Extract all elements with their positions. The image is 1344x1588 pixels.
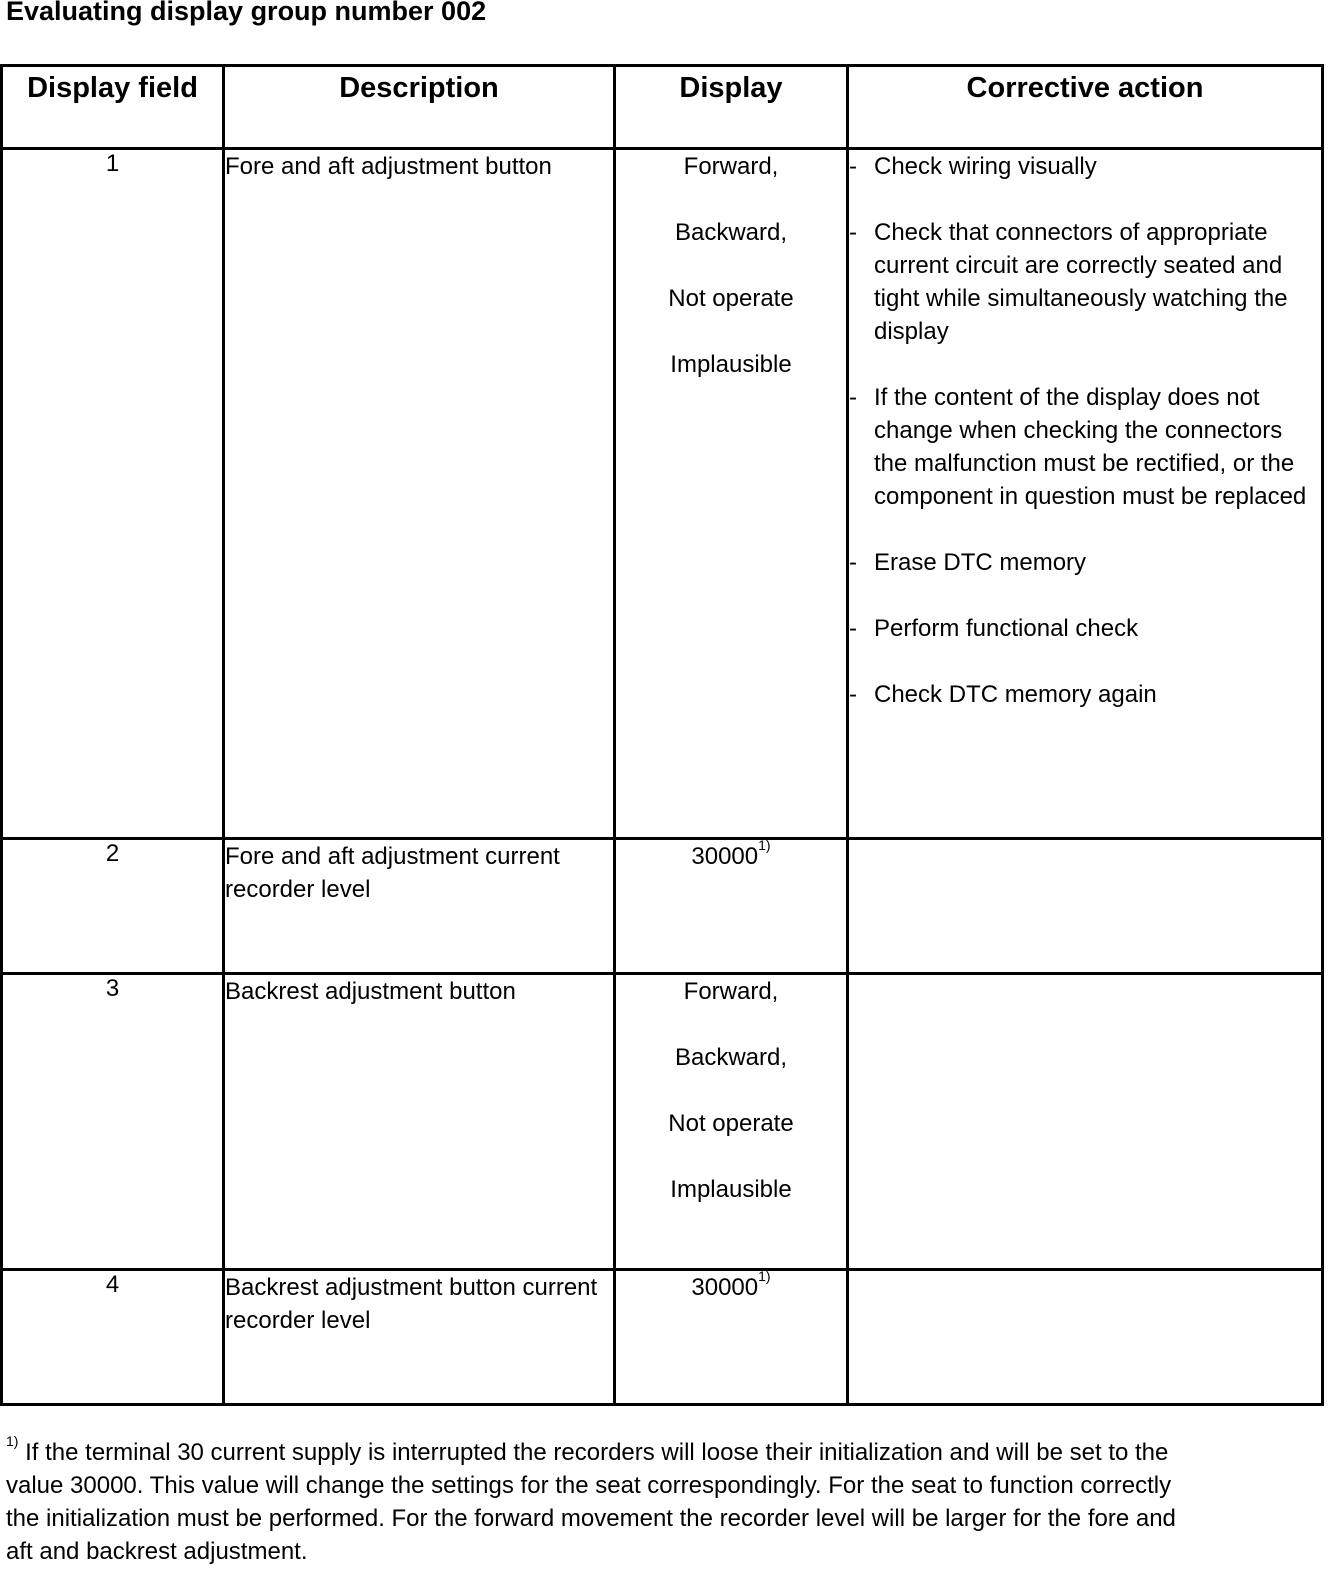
corrective-action-cell bbox=[848, 974, 1323, 1270]
page-title: Evaluating display group number 002 bbox=[6, 0, 487, 26]
display-field-cell: 4 bbox=[2, 1270, 224, 1405]
display-value: 30000 bbox=[691, 1274, 759, 1301]
display-field-cell: 1 bbox=[2, 149, 224, 839]
dash-bullet: - bbox=[849, 219, 857, 246]
action-text: Perform functional check bbox=[874, 615, 1139, 642]
dash-bullet: - bbox=[849, 549, 857, 576]
display-cell bbox=[615, 1270, 848, 1405]
display-value: Implausible bbox=[670, 351, 792, 378]
display-value: Backward, bbox=[674, 219, 788, 246]
dash-bullet: - bbox=[849, 153, 857, 180]
table-row bbox=[2, 1270, 1323, 1405]
corrective-action-cell bbox=[848, 839, 1323, 974]
footnote-marker: 1) bbox=[758, 1268, 771, 1284]
action-item bbox=[849, 546, 1321, 579]
table-row bbox=[2, 974, 1323, 1270]
action-text: Check wiring visually bbox=[874, 153, 1097, 180]
display-value: Not operate bbox=[668, 1110, 794, 1137]
display-value: Backward, bbox=[674, 1044, 788, 1071]
action-item bbox=[849, 678, 1321, 711]
header-corrective-action: Corrective action bbox=[848, 66, 1323, 149]
table-header-row bbox=[2, 66, 1323, 149]
action-item bbox=[849, 216, 1321, 348]
footnote-text: If the terminal 30 current supply is interrupted the recorders will loose their initialization and will be set to the value 30000. This value will change the settings for the seat correspondingly. For the seat to function correctly the initialization must be performed. For the forward movement the recorder level will be larger for the fore and aft and backrest adjustment. bbox=[6, 1439, 1176, 1565]
description-cell: Backrest adjustment button current recorder level bbox=[224, 1270, 615, 1405]
action-item bbox=[849, 612, 1321, 645]
description-cell: Backrest adjustment button bbox=[224, 974, 615, 1270]
footnote bbox=[6, 1433, 1186, 1568]
display-field-cell: 3 bbox=[2, 974, 224, 1270]
display-cell bbox=[615, 149, 848, 839]
dash-bullet: - bbox=[849, 681, 857, 708]
display-value: Forward, bbox=[683, 153, 779, 180]
display-value: Forward, bbox=[683, 978, 779, 1005]
action-item bbox=[849, 150, 1321, 183]
display-field-cell: 2 bbox=[2, 839, 224, 974]
header-display-field: Display field bbox=[2, 66, 224, 149]
display-cell bbox=[615, 974, 848, 1270]
corrective-action-cell bbox=[848, 1270, 1323, 1405]
display-cell bbox=[615, 839, 848, 974]
footnote-marker: 1) bbox=[758, 837, 771, 853]
action-text: Check that connectors of appropriate current circuit are correctly seated and tight while simultaneously watching the display bbox=[874, 219, 1288, 345]
action-text: Erase DTC memory bbox=[874, 549, 1087, 576]
display-value: Implausible bbox=[670, 1176, 792, 1203]
display-value: 30000 bbox=[691, 843, 759, 870]
corrective-action-cell bbox=[848, 149, 1323, 839]
header-description: Description bbox=[224, 66, 615, 149]
action-item bbox=[849, 381, 1321, 513]
table-row bbox=[2, 149, 1323, 839]
dash-bullet: - bbox=[849, 615, 857, 642]
action-text: If the content of the display does not change when checking the connectors the malfunction must be rectified, or the component in question must be replaced bbox=[874, 384, 1307, 510]
footnote-marker: 1) bbox=[6, 1433, 19, 1449]
table-row bbox=[2, 839, 1323, 974]
header-display: Display bbox=[615, 66, 848, 149]
display-group-table bbox=[0, 64, 1324, 1406]
description-cell: Fore and aft adjustment button bbox=[224, 149, 615, 839]
display-value: Not operate bbox=[668, 285, 794, 312]
dash-bullet: - bbox=[849, 384, 857, 411]
description-cell: Fore and aft adjustment current recorder level bbox=[224, 839, 615, 974]
action-text: Check DTC memory again bbox=[874, 681, 1157, 708]
